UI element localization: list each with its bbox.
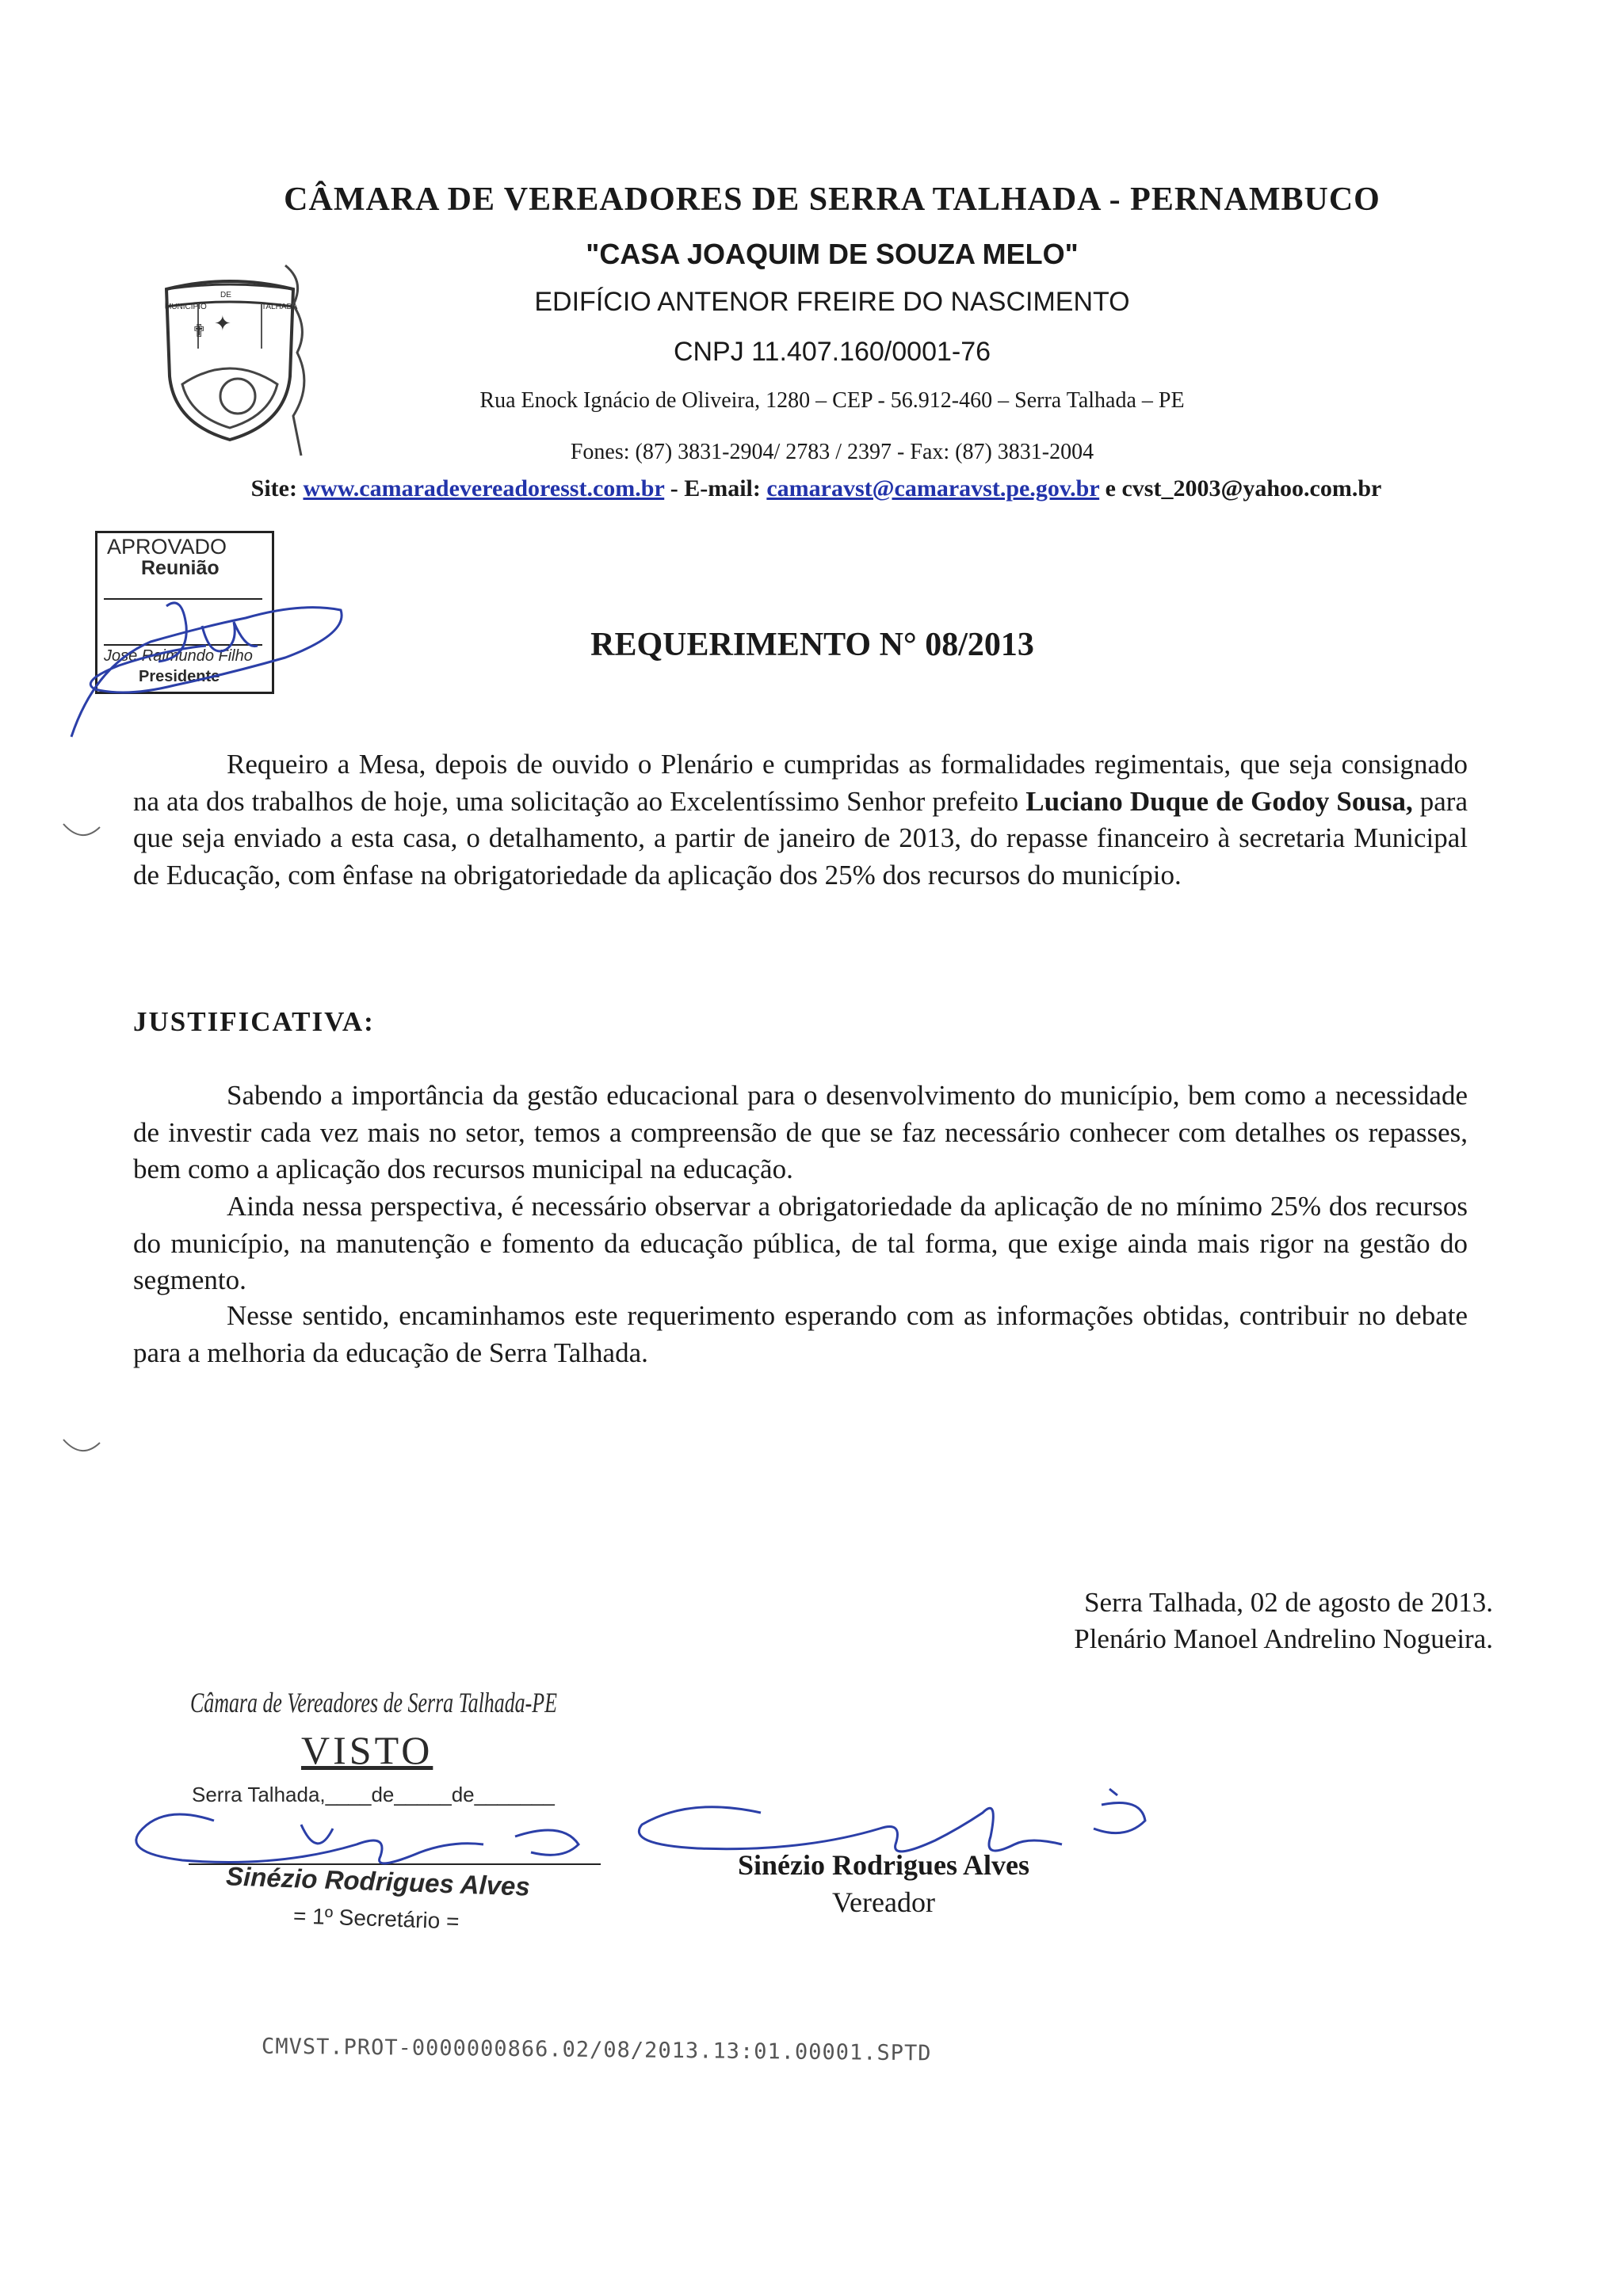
date-line: Serra Talhada, 02 de agosto de 2013.: [1084, 1587, 1493, 1618]
crest-text-right: TALHADA: [262, 303, 298, 311]
punch-mark: [62, 1438, 101, 1462]
approved-label: APROVADO: [107, 535, 227, 559]
svg-text:✦: ✦: [214, 312, 231, 335]
visto-signature: [119, 1797, 610, 1892]
visto-chamber: Câmara de Vereadores de Serra Talhada-PE: [190, 1687, 557, 1718]
signatory-role: Vereador: [832, 1886, 935, 1918]
visto-label: VISTO: [301, 1728, 433, 1772]
request-paragraph: [133, 746, 1468, 894]
address: Rua Enock Ignácio de Oliveira, 1280 – CEP - 56.912-460 – Serra Talhada – PE: [479, 388, 1185, 413]
crest-text-top: DE: [220, 291, 231, 299]
email-separator: e: [1105, 475, 1116, 502]
phones: Fones: (87) 3831-2904/ 2783 / 2397 - Fax: (87) 3831-2004: [570, 440, 1094, 464]
document-title: REQUERIMENTO N° 08/2013: [590, 627, 1034, 663]
cnpj: CNPJ 11.407.160/0001-76: [673, 337, 991, 367]
approval-signature: [48, 547, 357, 745]
email-2: cvst_2003@yahoo.com.br: [1121, 475, 1382, 502]
signatory-name: Sinézio Rodrigues Alves: [737, 1849, 1029, 1881]
justification-heading: JUSTIFICATIVA:: [133, 1006, 375, 1037]
site-link[interactable]: www.camaradevereadoresst.com.br: [303, 475, 665, 502]
building-name: EDIFÍCIO ANTENOR FREIRE DO NASCIMENTO: [534, 287, 1130, 317]
contact-line: [79, 475, 1553, 502]
house-name: "CASA JOAQUIM DE SOUZA MELO": [586, 238, 1079, 270]
email-label: - E-mail:: [670, 475, 761, 502]
plenary-name: Plenário Manoel Andrelino Nogueira.: [1074, 1623, 1493, 1654]
chamber-title: CÂMARA DE VEREADORES DE SERRA TALHADA - PERNAMBUCO: [284, 181, 1381, 218]
place-and-date: [951, 1585, 1493, 1657]
punch-mark: [62, 822, 101, 846]
stamp-role: Presidente: [139, 668, 220, 685]
visto-name: Sinézio Rodrigues Alves: [225, 1861, 531, 1901]
crest-text-left: MUNICIPIO: [165, 303, 207, 311]
email-link-1[interactable]: camaravst@camaravst.pe.gov.br: [766, 475, 1100, 502]
site-label: Site:: [250, 475, 297, 502]
stamp-signer: José Raimundo Filho: [104, 647, 253, 665]
svg-text:✟: ✟: [192, 321, 207, 341]
justification-paragraph-1: Sabendo a importância da gestão educacional para o desenvolvimento do município, bem como a necessidade de investir cada vez mais no setor, temos a compreensão de que se faz necessário conhecer com detalhes os repasses, bem como a aplicação dos recursos municipal na educação.: [133, 1080, 1468, 1184]
justification-paragraph-3: Nesse sentido, encaminhamos este requerimento esperando com as informações obtidas, contribuir no debate para a melhoria da educação de Serra Talhada.: [133, 1300, 1468, 1368]
visto-role: = 1º Secretário =: [292, 1903, 460, 1934]
justification-paragraph-2: Ainda nessa perspectiva, é necessário observar a obrigatoriedade da aplicação de no mínimo 25% dos recursos do município, na manutenção e fomento da educação pública, de tal forma, que exige ainda mais rigor na gestão do segmento.: [133, 1191, 1468, 1295]
mayor-name: Luciano Duque de Godoy Sousa,: [1025, 785, 1413, 817]
request-text-1: Requeiro a Mesa, depois de ouvido o Plenário e cumpridas as formalidades regimentais, que seja consignado na ata dos trabalhos de hoje, uma solicitação ao Excelentíssimo Senhor prefeito: [133, 749, 1468, 817]
request-text-2: para que seja enviado a esta casa, o detalhamento, a partir de janeiro de 2013, do repasse financeiro à secretaria Municipal de Educação, com ênfase na obrigatoriedade da aplicação dos 25% dos recursos do município.: [133, 785, 1468, 891]
visto-date-line: Serra Talhada,____de_____de_______: [192, 1783, 555, 1806]
meeting-label: Reunião: [141, 557, 220, 579]
protocol-stamp: CMVST.PROT-0000000866.02/08/2013.13:01.00001.SPTD: [261, 2034, 932, 2066]
